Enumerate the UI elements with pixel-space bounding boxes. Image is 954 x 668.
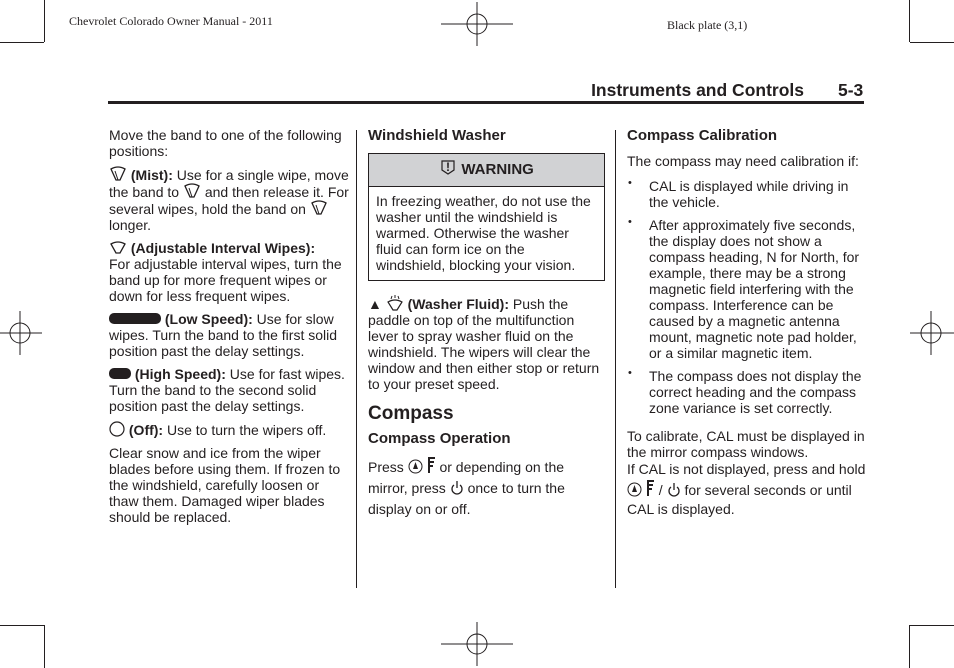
low-speed-icon bbox=[109, 313, 161, 324]
off-circle-icon bbox=[109, 421, 125, 437]
high-speed-icon bbox=[109, 368, 131, 379]
power-icon bbox=[667, 482, 681, 497]
page-number: 5-3 bbox=[838, 80, 864, 100]
compass-heading: Compass bbox=[368, 403, 454, 424]
calibration-heading: Compass Calibration bbox=[627, 127, 778, 144]
column-divider bbox=[356, 130, 357, 588]
warning-icon bbox=[439, 158, 457, 176]
calibrate-text: To calibrate, CAL must be displayed in the mirror compass windows. bbox=[627, 428, 865, 460]
column-wiper-positions bbox=[109, 127, 351, 532]
mirror-menu-icon bbox=[427, 456, 436, 474]
washer-fluid-paragraph: ▲ (Washer Fluid): Push the paddle on top of the multifunction lever to spray washer fluid on the windshield. The wipers will clear the window and then either stop or return to your preset speed. bbox=[368, 296, 600, 392]
compass-button-icon bbox=[627, 482, 642, 497]
column-calibration bbox=[627, 127, 867, 526]
washer-fluid-icon bbox=[386, 295, 404, 311]
mist-wiper-icon bbox=[109, 166, 127, 182]
high-speed-paragraph: (High Speed): Use for fast wipes. Turn the band to the second solid position past the delay settings. bbox=[109, 366, 345, 414]
washer-heading: Windshield Washer bbox=[368, 127, 506, 144]
compass-operation-text: Press or depending on the mirror, press once to turn the display on or off. bbox=[368, 456, 605, 520]
mirror-menu-icon bbox=[646, 479, 655, 497]
mist-wiper-icon bbox=[183, 183, 201, 199]
compass-operation-heading: Compass Operation bbox=[368, 430, 511, 447]
intro-text: Move the band to one of the following positions: bbox=[109, 127, 342, 159]
bullet-item: • CAL is displayed while driving in the vehicle. bbox=[627, 178, 867, 210]
svg-text:!: ! bbox=[446, 160, 451, 174]
bullet-item: • After approximately five seconds, the display does not show a compass heading, N for North, for example, there may be a strong magnetic field interfering with the compass. Interference can be caused by a magnetic antenna mount, magnetic note pad holder, or a similar magnetic item. bbox=[627, 217, 867, 361]
manual-title-meta: Chevrolet Colorado Owner Manual - 2011 bbox=[69, 14, 273, 28]
triangle-up-icon: ▲ bbox=[368, 296, 382, 312]
section-title: Instruments and Controls bbox=[591, 80, 804, 100]
calibration-intro: The compass may need calibration if: bbox=[627, 153, 859, 169]
interval-wiper-icon bbox=[109, 241, 127, 255]
warning-box bbox=[368, 153, 605, 281]
plate-meta: Black plate (3,1) bbox=[667, 18, 748, 32]
compass-button-icon bbox=[408, 459, 423, 474]
bullet-item: • The compass does not display the correct heading and the compass zone variance is set correctly. bbox=[627, 368, 867, 416]
interval-paragraph: (Adjustable Interval Wipes): For adjustable interval wipes, turn the band up for more frequent wipes or down for less frequent wipes. bbox=[109, 240, 342, 304]
header-rule bbox=[108, 101, 864, 104]
warning-header: ! WARNING bbox=[369, 154, 604, 187]
mist-wiper-icon bbox=[310, 200, 328, 216]
low-speed-paragraph: (Low Speed): Use for slow wipes. Turn the band to the first solid position past the delay settings. bbox=[109, 311, 338, 359]
calibrate-hold-text: If CAL is not displayed, press and hold / for several seconds or until CAL is displayed. bbox=[627, 461, 866, 517]
power-icon bbox=[450, 480, 464, 495]
off-paragraph: (Off): Use to turn the wipers off. bbox=[109, 421, 351, 438]
column-washer-compass bbox=[368, 127, 605, 527]
clear-snow-text: Clear snow and ice from the wiper blades before using them. If frozen to the windshield, carefully loosen or thaw them. Damaged wiper blades should be replaced. bbox=[109, 445, 341, 525]
mist-paragraph: (Mist): Use for a single wipe, move the band to and then release it. For several wipes, hold the band on longer. bbox=[109, 167, 349, 233]
column-divider bbox=[615, 130, 616, 588]
warning-text: In freezing weather, do not use the washer until the windshield is warmed. Otherwise the washer fluid can form ice on the windshield, blocking your vision. bbox=[376, 193, 591, 273]
